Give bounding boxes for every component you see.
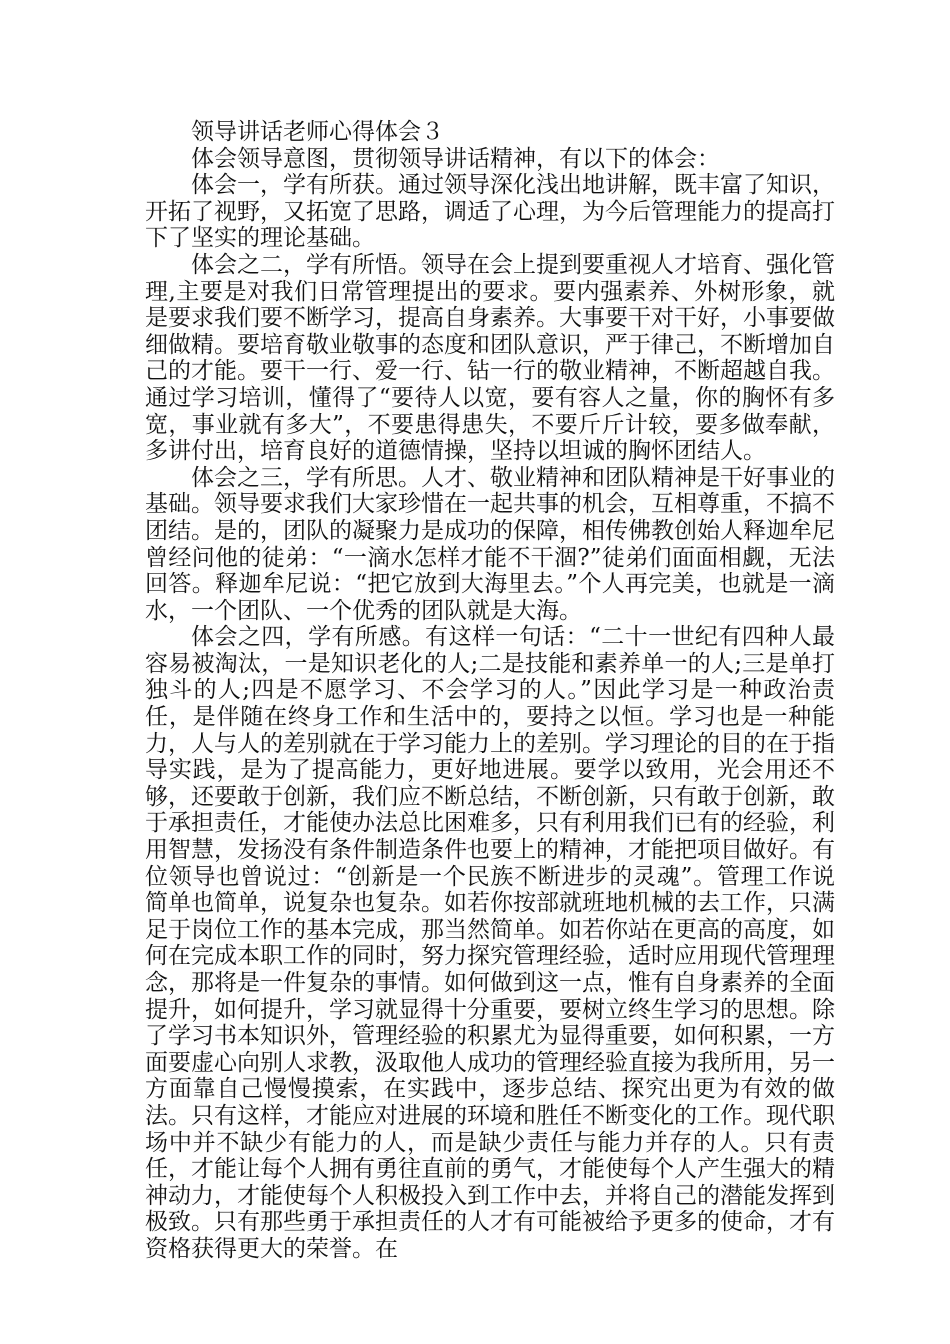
paragraph-insight-1: 体会一，学有所获。通过领导深化浅出地讲解，既丰富了知识，开拓了视野，又拓宽了思路，调适了心理，为今后管理能力的提高打下了坚实的理论基础。	[145, 172, 835, 252]
paragraph-insight-3: 体会之三，学有所思。人才、敬业精神和团队精神是干好事业的基础。领导要求我们大家珍惜在一起共事的机会，互相尊重，不搞不团结。是的，团队的凝聚力是成功的保障，相传佛教创始人释迦牟尼曾经问他的徒弟：“一滴水怎样才能不干涸?”徒弟们面面相觑，无法回答。释迦牟尼说：“把它放到大海里去。”个人再完美，也就是一滴水，一个团队、一个优秀的团队就是大海。	[145, 464, 835, 624]
document-body	[145, 119, 835, 1263]
paragraph-insight-4: 体会之四，学有所感。有这样一句话：“二十一世纪有四种人最容易被淘汰，一是知识老化的人;二是技能和素养单一的人;三是单打独斗的人;四是不愿学习、不会学习的人。”因此学习是一种政治责任，是伴随在终身工作和生活中的，要持之以恒。学习也是一种能力，人与人的差别就在于学习能力上的差别。学习理论的目的在于指导实践，是为了提高能力，更好地进展。要学以致用，光会用还不够，还要敢于创新，我们应不断总结，不断创新，只有敢于创新，敢于承担责任，才能使办法总比困难多，只有利用我们已有的经验，利用智慧，发扬没有条件制造条件也要上的精神，才能把项目做好。有位领导也曾说过：“创新是一个民族不断进步的灵魂”。管理工作说简单也简单，说复杂也复杂。如若你按部就班地机械的去工作，只满足于岗位工作的基本完成，那当然简单。如若你站在更高的高度，如何在完成本职工作的同时，努力探究管理经验，适时应用现代管理理念，那将是一件复杂的事情。如何做到这一点，惟有自身素养的全面提升，如何提升，学习就显得十分重要，要树立终生学习的思想。除了学习书本知识外，管理经验的积累尤为显得重要，如何积累，一方面要虚心向别人求教，汲取他人成功的管理经验直接为我所用，另一方面靠自己慢慢摸索，在实践中，逐步总结、探究出更为有效的做法。只有这样，才能应对进展的环境和胜任不断变化的工作。现代职场中并不缺少有能力的人，而是缺少责任与能力并存的人。只有责任，才能让每个人拥有勇往直前的勇气，才能使每个人产生强大的精神动力，才能使每个人积极投入到工作中去，并将自己的潜能发挥到极致。只有那些勇于承担责任的人才有可能被给予更多的使命，才有资格获得更大的荣誉。在	[145, 624, 835, 1262]
document-title: 领导讲话老师心得体会３	[191, 119, 444, 145]
paragraph-intro: 体会领导意图，贯彻领导讲话精神，有以下的体会：	[191, 145, 720, 172]
paragraph-insight-2: 体会之二，学有所悟。领导在会上提到要重视人才培育、强化管理,主要是对我们日常管理提出的要求。要内强素养、外树形象，就是要求我们要不断学习，提高自身素养。大事要干对干好，小事要做细做精。要培育敬业敬事的态度和团队意识，严于律己，不断增加自己的才能。要干一行、爱一行、钻一行的敬业精神，不断超越自我。通过学习培训，懂得了“要待人以宽，要有容人之量，你的胸怀有多宽，事业就有多大”，不要患得患失，不要斤斤计较，要多做奉献，多讲付出，培育良好的道德情操，坚持以坦诚的胸怀团结人。	[145, 251, 835, 465]
